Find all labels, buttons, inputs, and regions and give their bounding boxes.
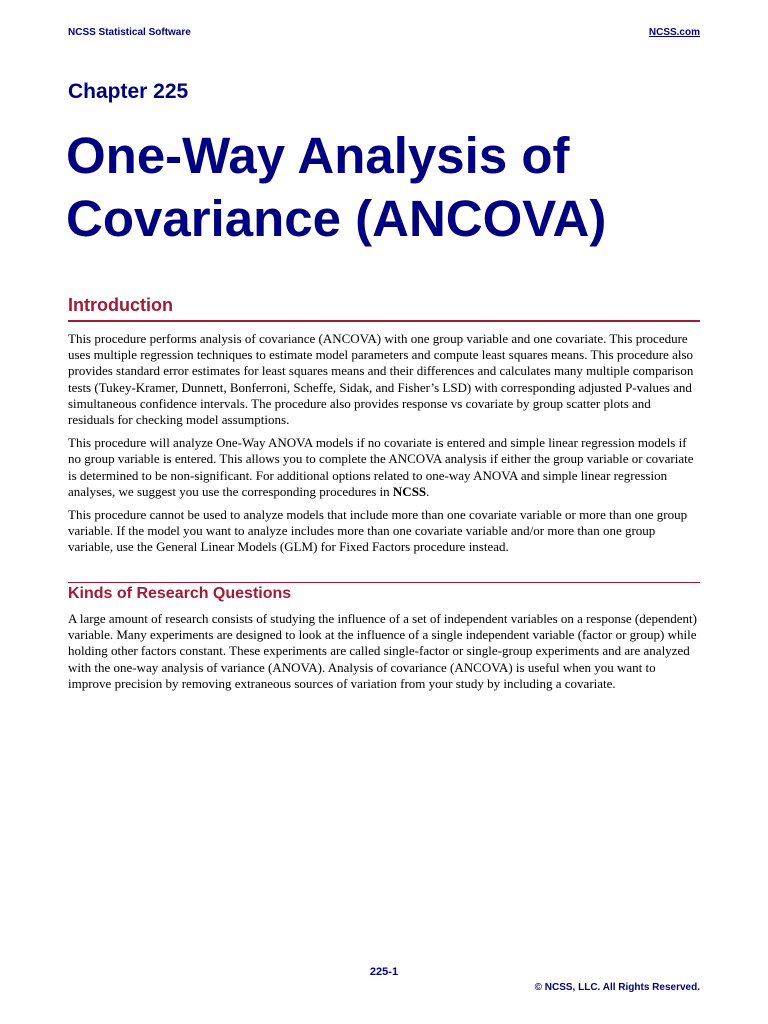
introduction-divider (68, 320, 700, 322)
chapter-label: Chapter 225 (68, 80, 189, 103)
page-title-line-1: One-Way Analysis of (66, 127, 570, 184)
introduction-paragraph-2 (68, 435, 700, 500)
copyright-notice: © NCSS, LLC. All Rights Reserved. (534, 982, 700, 993)
research-paragraph-1: A large amount of research consists of studying the influence of a set of independent variables on a response (dependent) variable. Many experiments are designed to look at the influence of a single independent variable (factor or group) while holding other factors constant. These experiments are called single-factor or single-group experiments and are analyzed with the one-way analysis of variance (ANOVA). Analysis of covariance (ANCOVA) is useful when you want to improve precision by removing extraneous sources of variation from your study by including a covariate. (68, 611, 697, 691)
header-site-link[interactable]: NCSS.com (648, 27, 700, 38)
header-software-name: NCSS Statistical Software (68, 27, 191, 38)
research-divider (68, 582, 700, 583)
page-title-line-2: Covariance (ANCOVA) (66, 190, 607, 247)
introduction-paragraph-3: This procedure cannot be used to analyze models that include more than one covariate variable or more than one group variable. If the model you want to analyze includes more than one covariate variable and/or more than one group variable, use the General Linear Models (GLM) for Fixed Factors procedure instead. (68, 507, 688, 555)
introduction-paragraph-1: This procedure performs analysis of covariance (ANCOVA) with one group variable and one covariate. This procedure uses multiple regression techniques to estimate model parameters and compute least squares means. This procedure also provides standard error estimates for least squares means and their differences and calculates many multiple comparison tests (Tukey-Kramer, Dunnett, Bonferroni, Scheffe, Sidak, and Fisher’s LSD) with corresponding adjusted P-values and simultaneous confidence intervals. The procedure also provides response vs covariate by group scatter plots and residuals for checking model assumptions. (68, 331, 694, 428)
page-header (68, 27, 700, 41)
research-section (68, 582, 700, 692)
page-title (66, 124, 726, 250)
introduction-paragraph-2-end: . (426, 483, 430, 499)
introduction-heading: Introduction (68, 295, 173, 315)
research-heading: Kinds of Research Questions (68, 585, 292, 602)
page-number: 225-1 (369, 966, 399, 978)
introduction-section (68, 294, 700, 556)
introduction-paragraph-2-text: This procedure will analyze One-Way ANOVA models if no covariate is entered and simple linear regression models if no group variable is entered. This allows you to complete the ANCOVA analysis if either the group variable or covariate is determined to be non-significant. For additional options related to one-way ANOVA and simple linear regression analyses, we suggest you use the corresponding procedures in (68, 435, 694, 499)
ncss-bold-name: NCSS (392, 483, 427, 499)
